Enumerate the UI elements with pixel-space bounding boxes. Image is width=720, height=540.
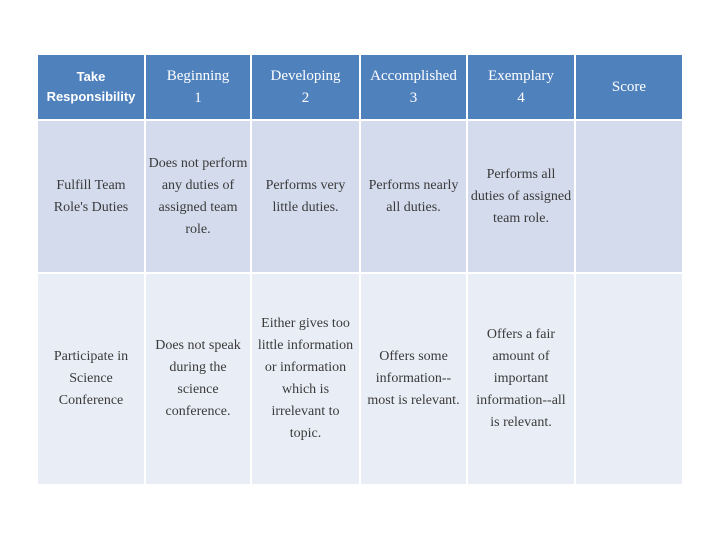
level-score: 2 [301, 90, 310, 107]
level-score: 3 [409, 90, 418, 107]
level-name: Developing [270, 68, 341, 85]
level-header-developing [252, 55, 359, 119]
table-row [38, 121, 682, 272]
rubric-cell: Performs very little duties. [252, 121, 359, 272]
rubric-cell: Performs nearly all duties. [361, 121, 466, 272]
rubric-cell: Either gives too little information or information which is irrelevant to topic. [252, 274, 359, 484]
corner-header [38, 55, 144, 119]
level-score: 4 [517, 90, 525, 107]
level-score: 1 [194, 90, 202, 107]
level-header-beginning [146, 55, 250, 119]
rubric-cell: Offers some information--most is relevant. [361, 274, 466, 484]
level-header-accomplished [361, 55, 466, 119]
rubric-table [36, 53, 684, 486]
rubric-cell: Does not perform any duties of assigned team role. [146, 121, 250, 272]
rubric-cell: Performs all duties of assigned team role. [468, 121, 574, 272]
score-header: Score [576, 55, 682, 119]
rubric-cell: Offers a fair amount of important information--all is relevant. [468, 274, 574, 484]
rubric-cell: Does not speak during the science conference. [146, 274, 250, 484]
level-header-exemplary [468, 55, 574, 119]
criterion-cell: Participate in Science Conference [38, 274, 144, 484]
table-row [38, 274, 682, 484]
criterion-cell: Fulfill Team Role's Duties [38, 121, 144, 272]
level-name: Exemplary [488, 68, 554, 85]
score-cell[interactable] [576, 121, 682, 272]
level-name: Beginning [166, 68, 230, 85]
corner-header-line2: Responsibility [46, 89, 136, 105]
score-cell[interactable] [576, 274, 682, 484]
level-name: Accomplished [370, 68, 457, 85]
corner-header-line1: Take [76, 69, 106, 85]
header-row [38, 55, 682, 119]
